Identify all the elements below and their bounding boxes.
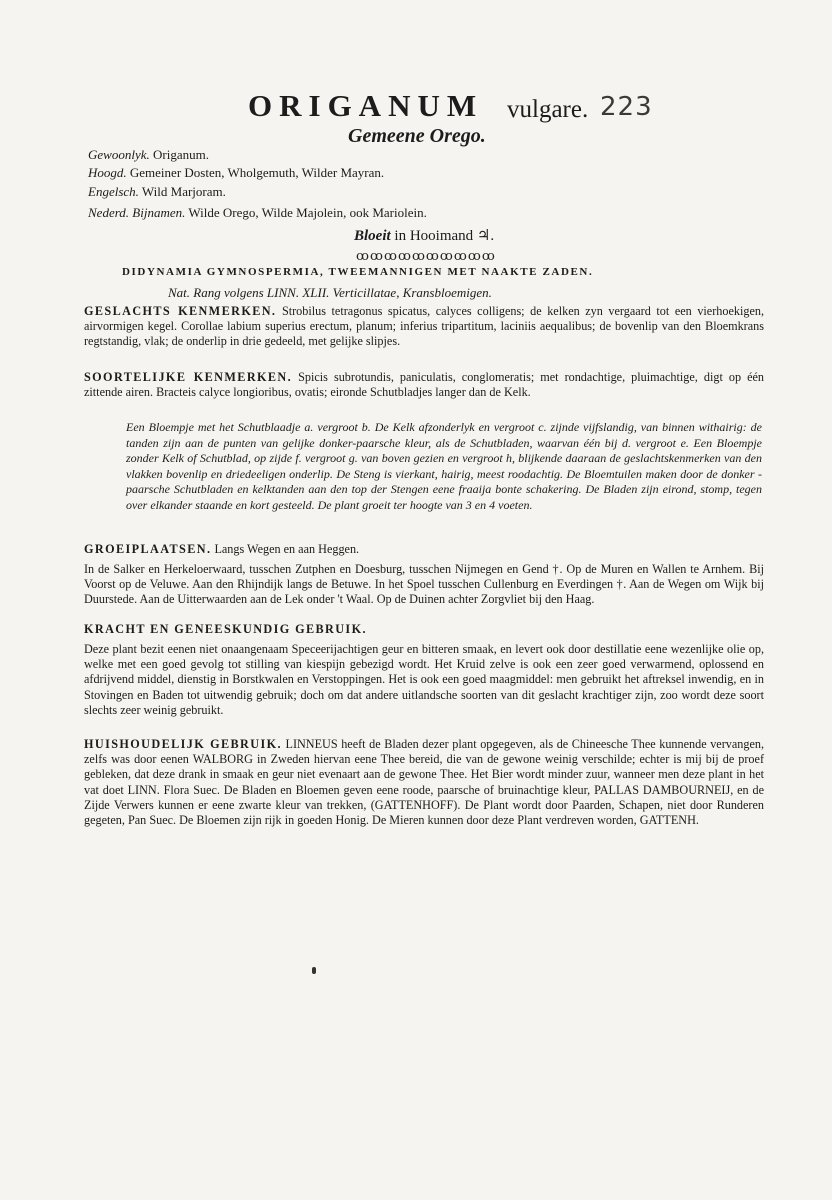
- section-text: Strobilus tetragonus spicatus, calyces colligens; de kelken zyn vergaard tot een vierhoekigen, airvormigen kegel. Corollae labium superius erectum, planum; inferius tripartitum, laciniis aequalibus; de bovenlip van den Bloemkrans regtstandig, vlak; de onderlip in drie gedeeld, met gelijke slipjes.: [84, 304, 764, 349]
- section-kracht-title: [84, 622, 764, 637]
- name-value: Wilde Orego, Wilde Majolein, ook Mariolein.: [188, 205, 427, 220]
- name-label: Gewoonlyk.: [88, 147, 150, 162]
- section-title: GESLACHTS KENMERKEN.: [84, 304, 277, 318]
- name-value: Wild Marjoram.: [141, 184, 226, 199]
- natural-rank: Nat. Rang volgens LINN. XLII. Verticillatae, Kransbloemigen.: [168, 285, 492, 300]
- plate-description: [126, 420, 762, 513]
- name-value: Gemeiner Dosten, Wholgemuth, Wilder Mayran.: [129, 165, 385, 180]
- section-huishoudelijk: [84, 737, 764, 828]
- page-number: 223: [600, 92, 653, 122]
- section-title: HUISHOUDELIJK GEBRUIK.: [84, 737, 282, 751]
- description-text: Een Bloempje met het Schutblaadje a. vergroot b. De Kelk afzonderlyk en vergroot c. zijnde vijfslandig, van binnen withairig: de tanden zijn aan de punten van gelijke donker-paarsche kleur, als de Schutbladen, waarvan één bij d. vergroot e. Een Bloempje zonder Kelk of Schutblad, op zijde f. vergroot g. van boven gezien en vergroot h, blijkende daaraan de geslachtskenmerken van den vlakken bovenlip en driedeeligen onderlip. De Steng is vierkant, hairig, meest roodachtig. De Bloemtuilen maken door de donker - paarsche Schutbladen en kelktanden aan den top der Stengen eene fraaija bonte schakering. De Bladen zijn eirond, stomp, tegen over elkander staande en kort gesteeld. De plant groeit ter hoogte van 3 en 4 voeten.: [126, 420, 762, 512]
- name-row: [88, 147, 209, 163]
- section-intro: Langs Wegen en aan Heggen.: [214, 542, 360, 556]
- section-soortelijke: [84, 370, 764, 400]
- section-text: In de Salker en Herkeloerwaard, tusschen Zutphen en Doesburg, tusschen Nijmegen en Gend †. Op de Muren en Wallen te Arnhem. Bij Voorst op de Veluwe. Aan den Rhijndijk langs de Betuwe. In het Spoel tusschen Cullenburg en Everdingen †. Aan de Wegen om Wijk bij Duurstede. Aan de Uitterwaarden aan de Lek onder 't Waal. Op de Duinen achter Zorgvliet bij den Haag.: [84, 562, 764, 607]
- genus-title: ORIGANUM: [248, 88, 484, 123]
- section-title: KRACHT EN GENEESKUNDIG GEBRUIK.: [84, 622, 367, 636]
- name-row: [88, 184, 226, 200]
- name-label: Engelsch.: [88, 184, 139, 199]
- section-kracht: [84, 642, 764, 718]
- species-name: vulgare.: [507, 96, 589, 123]
- flowering-line: [354, 226, 494, 245]
- section-title: GROEIPLAATSEN.: [84, 542, 212, 556]
- name-label: Hoogd.: [88, 165, 127, 180]
- classification-heading: DIDYNAMIA GYMNOSPERMIA, TWEEMANNIGEN MET NAAKTE ZADEN.: [122, 266, 594, 278]
- name-row: [88, 205, 427, 221]
- common-name: Gemeene Orego.: [348, 125, 486, 147]
- name-row: [88, 165, 384, 181]
- section-groeiplaatsen-title: [84, 542, 764, 557]
- section-title: SOORTELIJKE KENMERKEN.: [84, 370, 293, 384]
- section-groeiplaatsen: [84, 562, 764, 608]
- ornament-divider: ꝏꝏꝏꝏꝏꝏꝏꝏꝏꝏ: [356, 248, 496, 263]
- name-value: Origanum.: [152, 147, 209, 162]
- section-text: Deze plant bezit eenen niet onaangenaam Speceerijachtigen geur en bitteren smaak, en levert ook door destillatie eene wezenlijke olie op, welke met een goed gevolg tot stilling van kiespijn gebezigd wordt. Het Kruid zelve is ook een zeer goed verwarmend, oplossend en afdrijvend middel, dienstig in Borstkwalen en Verstoppingen. Het is ook een goed maagmiddel: men gebruikt het aftreksel inwendig, en in Stovingen en Baden tot uitwendig gebruik; doch om dat andere uitlandsche soorten van dit geslacht krachtiger zijn, zoo wordt deze soort slechts zeer weinig gebruikt.: [84, 642, 764, 717]
- section-text: Spicis subrotundis, paniculatis, conglomeratis; met rondachtige, pluimachtige, digt op één zittende airen. Bracteis calyce longioribus, ovatis; eironde Schutbladjes langer dan de Kelk.: [84, 370, 765, 400]
- flowering-value: in Hooimand ♃.: [394, 228, 495, 244]
- ink-speck: [312, 967, 316, 974]
- flowering-label: Bloeit: [354, 228, 391, 244]
- name-label: Nederd. Bijnamen.: [88, 205, 186, 220]
- section-text: LINNEUS heeft de Bladen dezer plant opgegeven, als de Chineesche Thee kunnende vervangen, zelfs was door eenen WALBORG in Zweden hiervan eene Thee bereid, die van de gewone weinig verschilde; echter is mij bij de proef gebleken, dat deze drank in smaak en geur niet evenaart aan de gewone Thee. Het Bier wordt minder zuur, wanneer men deze plant in het vat doet LINN. Flora Suec. De Bladen en Bloemen geven eene roode, paarsche of bruinachtige kleur, PALLAS DAMBOURNEIJ, en de Zijde Verwers kunnen er eene zwarte kleur van trekken, (GATTENHOFF). De Plant wordt door Paarden, Schapen, niet door Runderen gegeten, Pan Suec. De Bloemen zijn rijk in goeden Honig. De Mieren kunnen door deze Plant verdreven worden, GATTENH.: [84, 737, 764, 828]
- section-geslachts: [84, 304, 764, 350]
